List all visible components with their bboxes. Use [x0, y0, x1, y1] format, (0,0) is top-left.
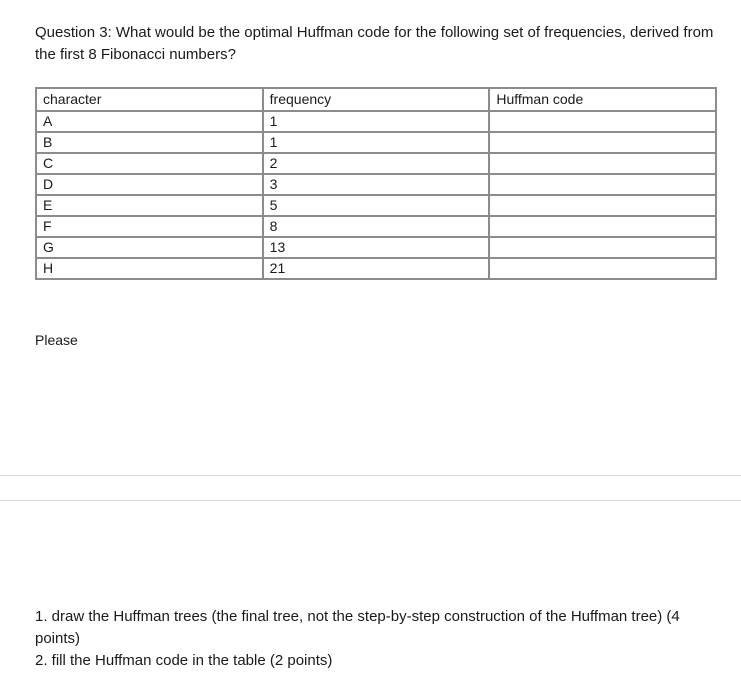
- cell-frequency: 2: [263, 153, 490, 174]
- cell-frequency: 21: [263, 258, 490, 279]
- instruction-item: 1. draw the Huffman trees (the final tree, not the step-by-step construction of the Huffman tree) (4 points): [35, 608, 680, 647]
- cell-huffman-code[interactable]: [489, 195, 716, 216]
- table-row: [36, 258, 716, 279]
- instruction-item: 2. fill the Huffman code in the table (2 points): [35, 652, 333, 669]
- table-row: [36, 216, 716, 237]
- cell-character: C: [36, 153, 263, 174]
- cell-frequency: 1: [263, 132, 490, 153]
- cell-frequency: 8: [263, 216, 490, 237]
- frequency-table: [35, 87, 717, 280]
- header-frequency: frequency: [263, 88, 490, 111]
- page-divider: [0, 500, 741, 501]
- header-character: character: [36, 88, 263, 111]
- table-row: [36, 111, 716, 132]
- instructions: [35, 606, 715, 672]
- cell-huffman-code[interactable]: [489, 258, 716, 279]
- cell-huffman-code[interactable]: [489, 132, 716, 153]
- table-header-row: [36, 88, 716, 111]
- table-row: [36, 153, 716, 174]
- cell-character: F: [36, 216, 263, 237]
- question-text: Question 3: What would be the optimal Huffman code for the following set of frequencies, derived from the first 8 Fibonacci numbers?: [35, 24, 714, 63]
- cell-character: D: [36, 174, 263, 195]
- cell-character: G: [36, 237, 263, 258]
- header-huffman-code: Huffman code: [489, 88, 716, 111]
- please-text: Please: [35, 332, 78, 348]
- cell-huffman-code[interactable]: [489, 111, 716, 132]
- cell-frequency: 1: [263, 111, 490, 132]
- cell-huffman-code[interactable]: [489, 237, 716, 258]
- cell-huffman-code[interactable]: [489, 174, 716, 195]
- table-row: [36, 237, 716, 258]
- cell-frequency: 5: [263, 195, 490, 216]
- cell-character: E: [36, 195, 263, 216]
- cell-frequency: 13: [263, 237, 490, 258]
- cell-huffman-code[interactable]: [489, 153, 716, 174]
- table-row: [36, 174, 716, 195]
- cell-huffman-code[interactable]: [489, 216, 716, 237]
- page-divider: [0, 475, 741, 476]
- cell-character: A: [36, 111, 263, 132]
- cell-character: B: [36, 132, 263, 153]
- table-row: [36, 132, 716, 153]
- cell-character: H: [36, 258, 263, 279]
- cell-frequency: 3: [263, 174, 490, 195]
- table-row: [36, 195, 716, 216]
